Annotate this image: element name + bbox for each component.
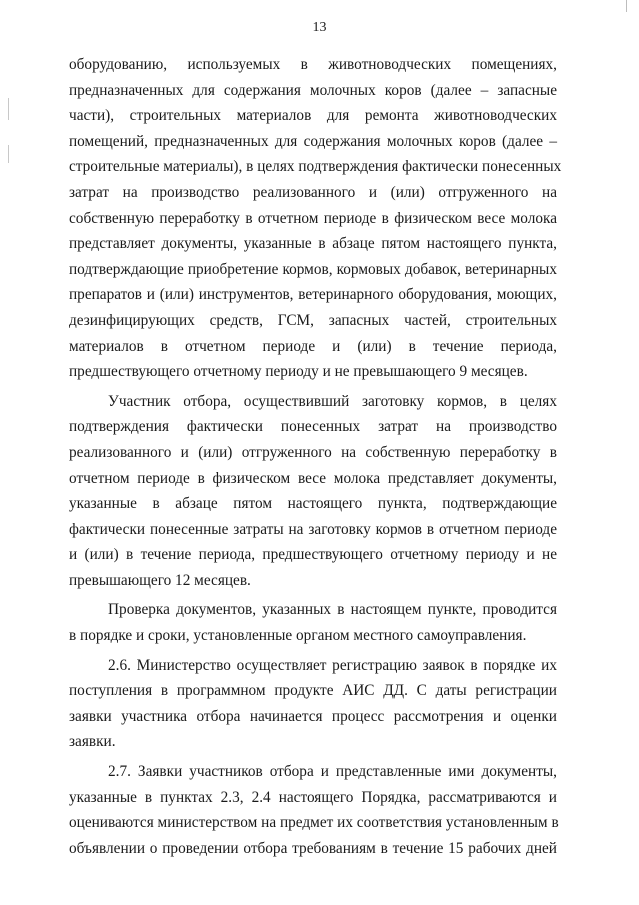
text-line: Участник отбора, осуществивший заготовку кормов, в целях [108,392,557,410]
text-line: материалов в отчетном периоде и (или) в течение периода, [69,337,557,355]
text-line: объявлении о проведении отбора требованиям в течение 15 рабочих дней [69,839,557,857]
text-line: превышающего 12 месяцев. [69,571,251,589]
scan-margin-mark [8,145,9,163]
text-line: подтверждения фактически понесенных затрат на производство [69,418,557,436]
text-line: препаратов и (или) инструментов, ветеринарного оборудования, моющих, [69,286,557,304]
text-line: в порядке и сроки, установленные органом местного самоуправления. [69,627,527,645]
text-line: фактически понесенные затраты на заготовку кормов в отчетном периоде [69,520,557,538]
text-line: указанные в пунктах 2.3, 2.4 настоящего Порядка, рассматриваются и [69,788,557,806]
text-line: предшествующего отчетному периоду и не превышающего 9 месяцев. [69,363,528,381]
text-line: предназначенных для содержания молочных коров (далее – запасные [69,81,557,99]
text-line: помещений, предназначенных для содержания молочных коров (далее – [69,132,557,150]
paragraph [69,52,562,385]
scan-margin-mark [8,98,9,120]
paragraph [69,597,557,648]
scan-corner-mark [626,0,635,12]
text-line: заявки участника отбора начинается процесс рассмотрения и оценки [69,707,557,725]
page-number: 13 [312,20,327,35]
paragraph [69,653,557,755]
text-line: оцениваются министерством на предмет их соответствия установленным в [69,814,559,832]
text-line: строительные материалы), в целях подтверждения фактически понесенных [69,158,562,176]
text-line: собственную переработку в отчетном периоде в физическом весе молока [69,209,557,227]
text-line: затрат на производство реализованного и (или) отгруженного на [69,183,557,201]
text-line: указанные в абзаце пятом настоящего пункта, подтверждающие [69,495,557,513]
text-line: подтверждающие приобретение кормов, кормовых добавок, ветеринарных [69,260,557,278]
text-line: Проверка документов, указанных в настоящем пункте, проводится [108,601,557,619]
text-line: 2.7. Заявки участников отбора и представленные ими документы, [108,763,557,781]
text-line: части), строительных материалов для ремонта животноводческих [69,107,557,125]
text-line: представляет документы, указанные в абзаце пятом настоящего пункта, [69,235,557,253]
text-line: оборудованию, используемых в животноводческих помещениях, [69,56,557,73]
text-line: 2.6. Министерство осуществляет регистрацию заявок в порядке их [108,656,557,674]
text-line: реализованного и (или) отгруженного на собственную переработку в [69,443,557,461]
text-line: дезинфицирующих средств, ГСМ, запасных частей, строительных [69,311,557,329]
paragraph [69,389,557,594]
text-line: отчетном периоде в физическом весе молока представляет документы, [69,469,557,487]
paragraph [69,759,557,861]
text-line: заявки. [69,733,116,751]
text-line: поступления в программном продукте АИС ДД. С даты регистрации [69,682,557,700]
document-body [69,52,562,861]
text-line: и (или) в течение периода, предшествующего отчетному периоду и не [69,546,557,564]
